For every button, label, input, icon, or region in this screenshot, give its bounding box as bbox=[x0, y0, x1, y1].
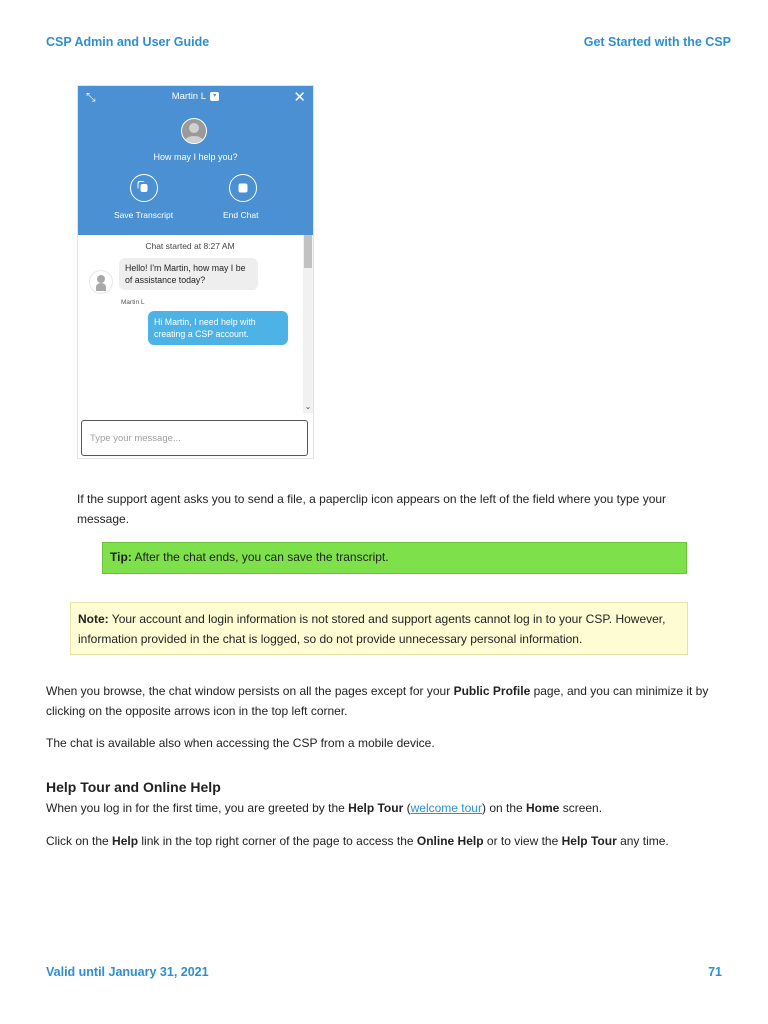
text-run: Click on the bbox=[46, 834, 113, 848]
message-input[interactable] bbox=[81, 420, 308, 456]
online-help-paragraph bbox=[46, 831, 736, 851]
chevron-down-icon[interactable]: ▾ bbox=[210, 92, 219, 101]
text-run: or to view the bbox=[483, 834, 562, 848]
chat-scrollbar[interactable] bbox=[303, 235, 313, 413]
save-transcript-label[interactable]: Save Transcript bbox=[114, 210, 174, 220]
page-number: 71 bbox=[708, 965, 722, 979]
section-heading: Help Tour and Online Help bbox=[46, 779, 221, 795]
close-icon[interactable]: ✕ bbox=[293, 89, 306, 106]
help-tour-paragraph bbox=[46, 798, 736, 818]
chat-messages bbox=[78, 235, 313, 413]
chevron-down-icon[interactable]: ⌄ bbox=[304, 402, 312, 411]
scrollbar-thumb[interactable] bbox=[304, 235, 312, 268]
chat-start-time: Chat started at 8:27 AM bbox=[145, 241, 235, 251]
minimize-arrows-icon[interactable]: ⤡ bbox=[86, 90, 96, 104]
validity-footer: Valid until January 31, 2021 bbox=[46, 965, 209, 979]
tip-box bbox=[102, 542, 687, 574]
guide-title: CSP Admin and User Guide bbox=[46, 35, 210, 49]
mobile-paragraph: The chat is available also when accessing the CSP from a mobile device. bbox=[46, 736, 435, 750]
bold-text: Home bbox=[526, 801, 560, 815]
tip-text: After the chat ends, you can save the transcript. bbox=[131, 550, 389, 564]
note-text: Your account and login information is not stored and support agents cannot log in to your CSP. However, information provided in the chat is logged, so do not provide unnecessary personal information. bbox=[78, 612, 666, 646]
agent-avatar-small bbox=[89, 270, 113, 294]
agent-avatar bbox=[181, 118, 207, 144]
section-title: Get Started with the CSP bbox=[583, 35, 731, 49]
text-run: When you browse, the chat window persists on all the pages except for your bbox=[46, 684, 454, 698]
bold-text: Help bbox=[112, 834, 139, 848]
stop-icon bbox=[239, 184, 248, 193]
agent-message: Hello! I'm Martin, how may I be of assistance today? bbox=[119, 258, 258, 290]
bold-text: Online Help bbox=[416, 834, 484, 848]
paperclip-paragraph: If the support agent asks you to send a file, a paperclip icon appears on the left of the field where you type your message. bbox=[77, 492, 667, 526]
welcome-tour-link[interactable]: welcome tour bbox=[410, 801, 482, 815]
bold-text: Help Tour bbox=[561, 834, 617, 848]
text-run: link in the top right corner of the page to access the bbox=[138, 834, 417, 848]
agent-name-text: Martin L bbox=[171, 91, 206, 102]
help-prompt: How may I help you? bbox=[153, 152, 238, 162]
save-transcript-button[interactable] bbox=[130, 174, 158, 202]
text-run: screen. bbox=[559, 801, 603, 815]
copy-icon bbox=[141, 184, 148, 192]
text-run: any time. bbox=[616, 834, 669, 848]
text-run: ) on the bbox=[481, 801, 527, 815]
bold-text: Public Profile bbox=[453, 684, 531, 698]
note-box bbox=[70, 602, 688, 655]
text-run: ( bbox=[403, 801, 411, 815]
text-run: page, and you can minimize it by clicking on the opposite arrows icon in the top left corner. bbox=[46, 684, 709, 718]
tip-label: Tip: bbox=[110, 550, 132, 564]
note-label: Note: bbox=[78, 612, 109, 626]
chat-header bbox=[78, 86, 313, 235]
text-run: When you log in for the first time, you are greeted by the bbox=[46, 801, 349, 815]
end-chat-button[interactable] bbox=[229, 174, 257, 202]
bold-text: Help Tour bbox=[348, 801, 404, 815]
chat-window bbox=[77, 85, 314, 459]
user-message: Hi Martin, I need help with creating a CSP account. bbox=[148, 311, 288, 345]
chat-persist-paragraph bbox=[46, 681, 736, 721]
end-chat-label[interactable]: End Chat bbox=[223, 210, 259, 220]
agent-message-sender: Martin L bbox=[121, 299, 145, 306]
agent-name[interactable] bbox=[78, 91, 313, 102]
